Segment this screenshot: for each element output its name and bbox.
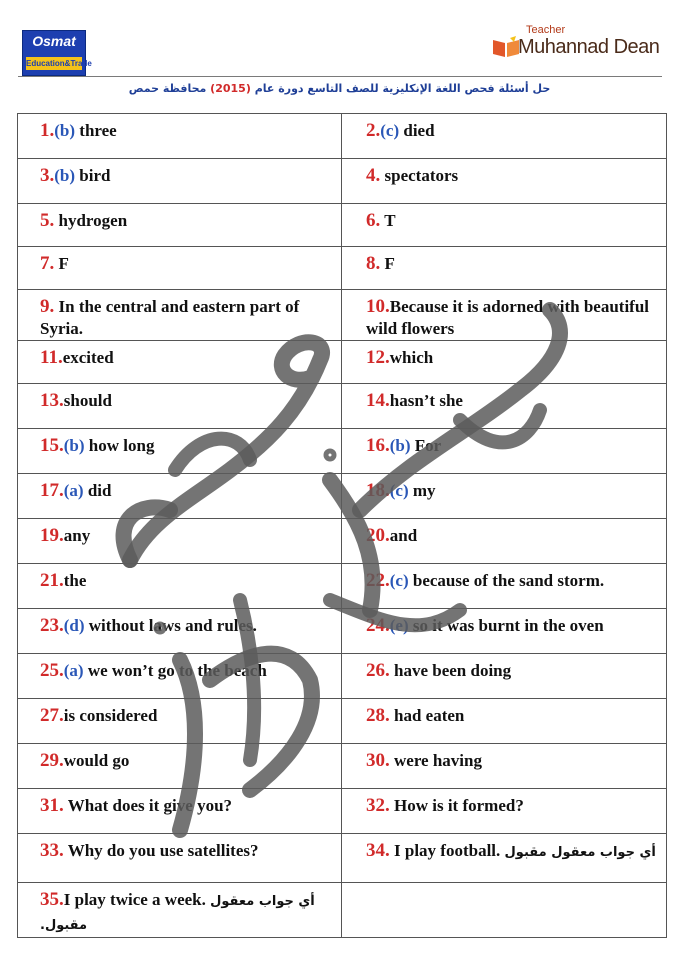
teacher-name: Muhannad Dean [518,36,660,58]
answer-number: 12. [366,347,390,368]
table-row [18,290,667,341]
subtitle-main: حل أسئلة فحص اللغة الإنكليزية للصف التاسع دورة عام [254,82,551,95]
answer-cell [342,474,667,519]
header-divider [18,76,662,77]
answer-number: 10. [366,296,390,317]
table-row [18,744,667,789]
answer-number: 16. [366,435,390,456]
answer-content [342,204,666,232]
answer-content [18,699,341,727]
answer-content [18,429,341,457]
answer-number: 31. [40,795,64,816]
answer-content [18,519,341,547]
answer-cell [342,114,667,159]
answer-arabic-note: أي جواب معقول مقبول [504,845,656,860]
answer-content [342,834,666,864]
answer-cell [18,247,342,290]
osmat-logo-name: Osmat [32,33,76,49]
table-row [18,834,667,883]
subtitle-governorate: محافظة حمص [128,82,207,95]
answer-cell [342,564,667,609]
answer-text: What does it give you? [63,796,233,815]
answer-cell [342,609,667,654]
answer-cell [18,519,342,564]
answer-content [18,789,341,817]
answer-number: 13. [40,390,64,411]
answer-cell [342,744,667,789]
answer-content [342,159,666,187]
answer-number: 21. [40,570,64,591]
answer-cell [18,883,342,938]
answer-number: 14. [366,390,390,411]
answer-text: should [63,391,112,410]
answer-text: How is it formed? [389,796,524,815]
answer-text: the [63,571,87,590]
answer-number: 29. [40,750,64,771]
answer-text: had eaten [389,706,465,725]
table-row [18,159,667,204]
answer-cell [342,519,667,564]
answer-number: 1. [40,120,55,141]
answer-number: 28. [366,705,390,726]
answer-text: did [83,481,112,500]
answer-text: we won’t go to the beach [83,661,267,680]
answer-content [342,114,666,142]
answer-option: (a) [63,661,84,680]
answer-content [18,609,341,637]
table-row [18,564,667,609]
answer-number: 4. [366,165,381,186]
table-row [18,789,667,834]
answer-cell [18,384,342,429]
answer-text: hydrogen [54,211,128,230]
answer-number: 15. [40,435,64,456]
answer-option: (b) [54,121,76,140]
answer-number: 5. [40,210,55,231]
table-row [18,204,667,247]
answer-cell [18,789,342,834]
osmat-logo [22,30,92,76]
answer-number: 6. [366,210,381,231]
answer-content [342,290,666,340]
answer-cell [342,159,667,204]
answer-number: 7. [40,253,55,274]
answer-cell [342,883,667,938]
answer-cell [18,564,342,609]
answer-text: any [63,526,91,545]
page-header [0,0,679,110]
answer-text: so it was burnt in the oven [408,616,604,635]
subtitle-year: (2015) [210,82,251,95]
answer-content [342,384,666,412]
answer-number: 3. [40,165,55,186]
page-subtitle [0,82,679,95]
answer-text: spectators [380,166,459,185]
answer-content [18,564,341,592]
answer-content [342,247,666,275]
answer-number: 27. [40,705,64,726]
answer-cell [18,159,342,204]
answer-content [342,564,666,592]
answer-content [18,159,341,187]
answer-number: 20. [366,525,390,546]
answer-number: 30. [366,750,390,771]
answer-text: were having [389,751,482,770]
answer-content [18,744,341,772]
answer-option: (a) [63,481,84,500]
answer-number: 34. [366,840,390,861]
answer-cell [342,290,667,341]
answer-content [342,789,666,817]
answer-cell [18,114,342,159]
answer-content [342,883,666,889]
answer-number: 8. [366,253,381,274]
answer-text: F [380,254,395,273]
answer-text: would go [63,751,130,770]
answer-text: I play football. [389,841,501,860]
table-row [18,609,667,654]
answer-text: F [54,254,69,273]
answer-number: 2. [366,120,381,141]
answer-content [18,204,341,232]
answer-number: 22. [366,570,390,591]
table-row [18,247,667,290]
answer-text: Why do you use satellites? [63,841,259,860]
answer-text: Because it is adorned with beautiful wild flowers [366,297,650,338]
answer-option: (b) [389,436,411,455]
answer-number: 24. [366,615,390,636]
answer-option: (c) [389,571,409,590]
answer-content [18,384,341,412]
answer-text: is considered [63,706,158,725]
answer-text: without laws and rules. [84,616,257,635]
answer-text: bird [75,166,111,185]
answer-cell [18,744,342,789]
answer-cell [18,341,342,384]
table-row [18,883,667,938]
answer-content [342,519,666,547]
answer-text: died [399,121,435,140]
answer-option: (e) [389,616,409,635]
answer-cell [342,789,667,834]
table-row [18,384,667,429]
table-row [18,474,667,519]
answer-content [342,474,666,502]
answer-cell [342,654,667,699]
answer-cell [342,834,667,883]
answer-text: how long [84,436,155,455]
answer-text: and [389,526,418,545]
answer-cell [342,429,667,474]
answer-text: I play twice a week. [63,890,206,909]
answer-cell [18,609,342,654]
answer-text: excited [62,348,114,367]
answer-option: (b) [54,166,76,185]
answer-cell [18,474,342,519]
answer-content [18,114,341,142]
answer-content [18,883,341,937]
teacher-logo [492,22,662,72]
table-row [18,341,667,384]
teacher-label: Teacher [526,24,566,36]
answer-text: In the central and eastern part of Syria. [40,297,300,338]
answer-content [18,654,341,682]
answer-number: 35. [40,889,64,910]
answer-content [342,699,666,727]
answer-number: 32. [366,795,390,816]
answer-number: 25. [40,660,64,681]
answer-number: 11. [40,347,63,368]
answer-cell [18,290,342,341]
answer-content [342,654,666,682]
answer-text: three [75,121,117,140]
answer-text: have been doing [389,661,512,680]
open-book-icon [492,36,520,58]
answer-text: hasn’t she [389,391,463,410]
answer-content [342,341,666,369]
answer-content [18,474,341,502]
answer-content [342,609,666,637]
answer-cell [18,699,342,744]
answer-text: my [408,481,436,500]
table-row [18,519,667,564]
answer-cell [342,384,667,429]
osmat-logo-tagline: Education&Trade [26,59,92,68]
answer-number: 9. [40,296,55,317]
answer-content [18,341,341,369]
answer-cell [342,699,667,744]
answer-number: 17. [40,480,64,501]
table-row [18,429,667,474]
answer-number: 18. [366,480,390,501]
answer-option: (b) [63,436,85,455]
answer-cell [342,204,667,247]
table-row [18,699,667,744]
answer-content [18,834,341,862]
answer-text: For [410,436,442,455]
answer-number: 33. [40,840,64,861]
answer-cell [18,834,342,883]
answer-text: which [389,348,434,367]
answer-number: 23. [40,615,64,636]
answer-option: (c) [389,481,409,500]
answer-number: 19. [40,525,64,546]
answer-content [342,429,666,457]
answer-cell [342,247,667,290]
table-row [18,114,667,159]
answer-text: because of the sand storm. [408,571,605,590]
answer-content [18,290,341,340]
table-row [18,654,667,699]
answer-cell [18,204,342,247]
answer-text: T [380,211,396,230]
answer-content [18,247,341,275]
answer-number: 26. [366,660,390,681]
answer-option: (d) [63,616,85,635]
answer-content [342,744,666,772]
answer-cell [18,429,342,474]
answer-option: (c) [380,121,400,140]
answer-cell [342,341,667,384]
answer-cell [18,654,342,699]
answer-arabic-note: أي جواب معقول مقبول. [40,894,315,933]
answers-table [17,113,667,938]
